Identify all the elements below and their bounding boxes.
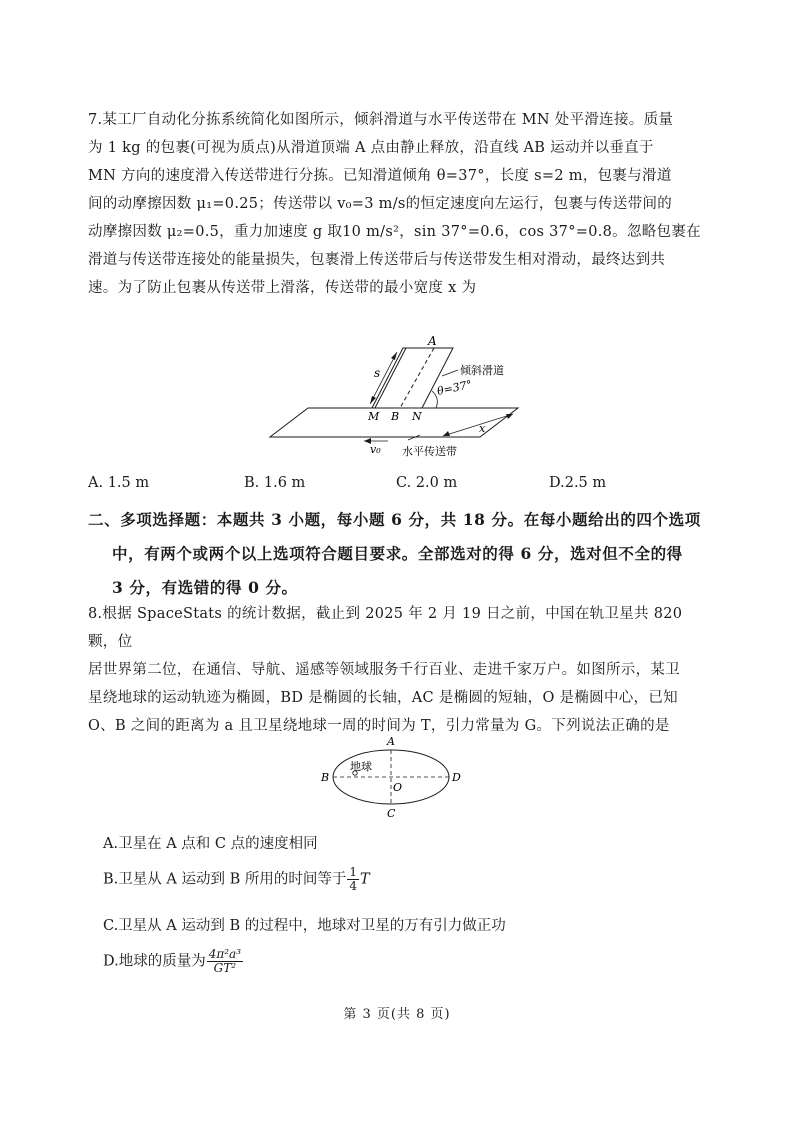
q8-option-d-prefix: D.地球的质量为	[103, 953, 206, 970]
q8-orbit-diagram	[316, 732, 476, 822]
fraction-denominator: 4	[349, 879, 357, 893]
label-earth: 地球	[350, 760, 372, 773]
label-v0: v₀	[370, 443, 381, 456]
q8-option-c[interactable]: C.卫星从 A 运动到 B 的过程中，地球对卫星的万有引力做正功	[103, 918, 506, 934]
angle-arc	[432, 391, 437, 408]
label-s: s	[374, 366, 381, 380]
page-footer: 第 3 页(共 8 页)	[343, 1007, 451, 1022]
incline-slide-shape	[372, 348, 453, 408]
q8-line: 居世界第二位，在通信、导航、遥感等领域服务千行百业、走进千家万户。如图所示，某卫	[88, 662, 680, 678]
question-7-text	[88, 106, 706, 302]
q7-line: 滑道与传送带连接处的能量损失，包裹滑上传送带后与传送带发生相对滑动，最终达到共	[88, 252, 666, 268]
label-b: B	[321, 771, 330, 784]
section-2-line-2: 中，有两个或两个以上选项符合题目要求。全部选对的得 6 分，选对但不全的得	[112, 544, 683, 563]
label-c: C	[387, 807, 396, 820]
label-o: O	[393, 781, 403, 794]
path-ab-dashed	[400, 348, 434, 408]
q7-line: 间的动摩擦因数 μ₁=0.25；传送带以 v₀=3 m/s的恒定速度向左运行，包裹与传送带间的	[88, 196, 673, 212]
q8-option-d[interactable]	[103, 948, 244, 975]
q8-line: 8.根据 SpaceStats 的统计数据，截止到 2025 年 2 月 19 日之前，中国在轨卫星共 820 颗，位	[88, 606, 683, 650]
label-angle: θ=37°	[435, 377, 474, 398]
q7-line: 为 1 kg 的包裹(可视为质点)从滑道顶端 A 点由静止释放，沿直线 AB 运动并以垂直于	[88, 140, 654, 156]
q7-option-d[interactable]: D.2.5 m	[549, 475, 607, 491]
q8-option-b-prefix: B.卫星从 A 运动到 B 所用的时间等于	[103, 871, 347, 888]
x-arrow-head-left	[443, 431, 450, 436]
s-arrow-head-top	[391, 352, 397, 360]
fraction-earth-mass	[207, 948, 243, 975]
label-a: A	[428, 336, 437, 348]
x-arrow-line	[443, 414, 513, 436]
q8-option-a[interactable]: A.卫星在 A 点和 C 点的速度相同	[103, 836, 318, 852]
q7-option-b[interactable]: B. 1.6 m	[244, 475, 306, 491]
fraction-one-quarter	[347, 866, 359, 893]
q8-option-b[interactable]	[103, 866, 370, 893]
q8-line: O、B 之间的距离为 a 且卫星绕地球一周的时间为 T，引力常量为 G。下列说法正确的是	[88, 718, 670, 734]
label-m: M	[368, 410, 380, 423]
fraction-denominator: GT²	[213, 961, 237, 975]
q7-line: 动摩擦因数 μ₂=0.5，重力加速度 g 取10 m/s²，sin 37°=0.6，cos 37°=0.8。忽略包裹在	[88, 224, 701, 240]
label-n: N	[412, 410, 422, 423]
section-2-line-1: 二、多项选择题：本题共 3 小题，每小题 6 分，共 18 分。在每小题给出的四个选项	[88, 510, 701, 529]
q7-option-c[interactable]: C. 2.0 m	[396, 475, 458, 491]
q7-line: 速。为了防止包裹从传送带上滑落，传送带的最小宽度 x 为	[88, 280, 477, 296]
label-a: A	[387, 735, 395, 748]
section-2-line-3: 3 分，有选错的得 0 分。	[112, 578, 298, 597]
slide-label-pointer	[442, 370, 458, 376]
q8-option-b-suffix: T	[359, 871, 370, 888]
label-slide: 倾斜滑道	[460, 364, 504, 377]
label-b: B	[391, 410, 400, 423]
label-d: D	[452, 771, 461, 784]
q8-line: 星绕地球的运动轨迹为椭圆，BD 是椭圆的长轴，AC 是椭圆的短轴，O 是椭圆中心，已知	[88, 690, 678, 706]
label-x: x	[479, 422, 486, 435]
q7-line: 7.某工厂自动化分拣系统简化如图所示，倾斜滑道与水平传送带在 MN 处平滑连接。质量	[88, 112, 674, 128]
section-2-heading	[88, 503, 718, 605]
fraction-numerator: 4π²a³	[208, 947, 242, 961]
x-arrow-head-right	[506, 414, 513, 419]
q7-conveyor-diagram	[260, 336, 530, 464]
fraction-numerator: 1	[349, 865, 357, 879]
q7-option-a[interactable]: A. 1.5 m	[88, 475, 150, 491]
question-8-text	[88, 600, 706, 740]
label-belt: 水平传送带	[402, 445, 457, 458]
q7-line: MN 方向的速度滑入传送带进行分拣。已知滑道倾角 θ=37°，长度 s=2 m，包裹与滑道	[88, 168, 672, 184]
